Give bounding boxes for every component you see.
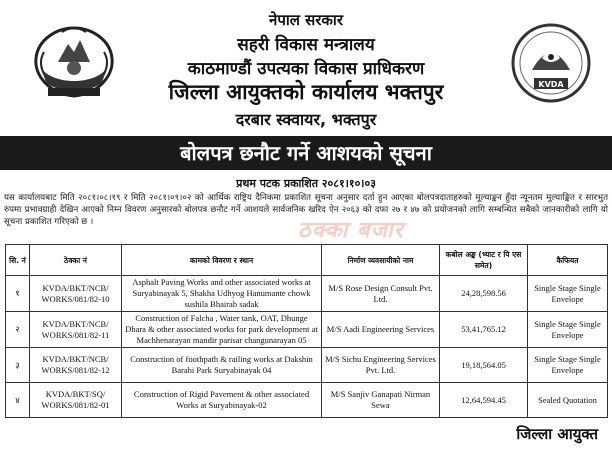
publication-date: प्रथम पटक प्रकाशित २०८१।१०।०३ xyxy=(236,177,376,190)
government-name: नेपाल सरकार xyxy=(269,11,343,29)
row-sn: २ xyxy=(6,312,30,348)
col-header-remarks: कैफियत xyxy=(528,245,608,276)
col-header-amount: कबोल अङ्क (भ्याट र पि एस समेत) xyxy=(440,245,528,276)
row-amount: 24,28,598.56 xyxy=(440,276,528,312)
table-row xyxy=(6,276,608,312)
row-contractor: M/S Rose Design Consult Pvt. Ltd. xyxy=(322,276,440,312)
row-sn: ४ xyxy=(6,383,30,418)
table-row xyxy=(6,348,608,383)
col-header-contractor: निर्माण व्यवसायीको नाम xyxy=(322,245,440,276)
notice-intro: यस कार्यालयबाट मिति २०८१।०८।१९ र मिति २०८१।०९।०२ को आर्थिक राष्ट्रिय दैनिकमा प्रकाशित सूचना अनुसार दर्ता हुन आएका बोलपत्रदाताहरुको मूल्याङ्कन हुँदा न्यूनतम मूल्याङ्कित र सारभुत रुपमा प्रभावग्राही देखिन आएको निम्न विवरण अनुसारको बोलपत्र छनौट गर्ने आशयले सार्वजनिक खरिद ऐन २०६३ को दफा २७ र ४७ को प्रयोजनको लागि सम्बन्धित सबैको जानकारीको लागि यो सूचना प्रकाशित गरिएको छ । xyxy=(4,193,608,227)
row-contract-number: KVDA/BKT/NCB/ WORKS/081/82-11 xyxy=(30,312,122,348)
kvda-logo-text: KVDA xyxy=(538,80,564,89)
row-remarks: Single Stage Single Envelope xyxy=(528,312,608,348)
row-amount: 12,64,594.45 xyxy=(440,383,528,418)
watermark: ठक्का बजार xyxy=(298,218,404,243)
row-remarks: Single Stage Single Envelope xyxy=(528,276,608,312)
office-name: जिल्ला आयुक्तको कार्यालय भक्तपुर xyxy=(168,80,444,104)
row-remarks: Single Stage Single Envelope xyxy=(528,348,608,383)
row-contractor: M/S Aadi Engineering Services xyxy=(322,312,440,348)
signature-block: जिल्ला आयुक्त xyxy=(516,425,598,443)
row-contractor: M/S Sanjiv Ganapati Nirman Sewa xyxy=(322,383,440,418)
office-address: दरबार स्क्वायर, भक्तपुर xyxy=(235,110,377,129)
col-header-contract: ठेक्का नं xyxy=(30,245,122,276)
bid-table xyxy=(5,244,608,418)
row-amount: 19,18,564.05 xyxy=(440,348,528,383)
table-row xyxy=(6,383,608,418)
notice-title: बोलपत्र छनौट गर्ने आशयको सूचना xyxy=(0,136,612,170)
kvda-logo-icon xyxy=(510,22,592,104)
row-amount: 53,41,765.12 xyxy=(440,312,528,348)
table-header-row xyxy=(6,245,608,276)
row-description: Construction of foothpath & railing works at Dakshin Barahi Park Suryabinayak 04 xyxy=(122,348,322,383)
row-description: Construction of Rigid Pavement & other associated Works at Suryabinayak-02 xyxy=(122,383,322,418)
col-header-sn: सि. नं xyxy=(6,245,30,276)
row-sn: १ xyxy=(6,276,30,312)
row-sn: ३ xyxy=(6,348,30,383)
row-remarks: Sealed Quotation xyxy=(528,383,608,418)
row-contract-number: KVDA/BKT/NCB/ WORKS/081/82-10 xyxy=(30,276,122,312)
row-contract-number: KVDA/BKT/SQ/ WORKS/081/82-01 xyxy=(30,383,122,418)
row-contract-number: KVDA/BKT/NCB/ WORKS/081/82-12 xyxy=(30,348,122,383)
table-row xyxy=(6,312,608,348)
notice-header xyxy=(0,0,612,130)
row-description: Construction of Falcha , Water tank, OAT, Dhunge Dhara & other associated works for park development at Machhenarayan mandir parisar changunarayan 05 xyxy=(122,312,322,348)
authority-name: काठमाण्डौं उपत्यका विकास प्राधिकरण xyxy=(187,59,425,79)
col-header-description: कामको विवरण र स्थान xyxy=(122,245,322,276)
row-contractor: M/S Sichu Engineering Services Pvt. Ltd. xyxy=(322,348,440,383)
ministry-name: सहरी विकास मन्त्रालय xyxy=(237,35,375,55)
row-description: Asphalt Paving Works and other associated works at Suryabinayak 5, Shakha Udhyog Hanumante chowk sushila Bhairab sadak xyxy=(122,276,322,312)
